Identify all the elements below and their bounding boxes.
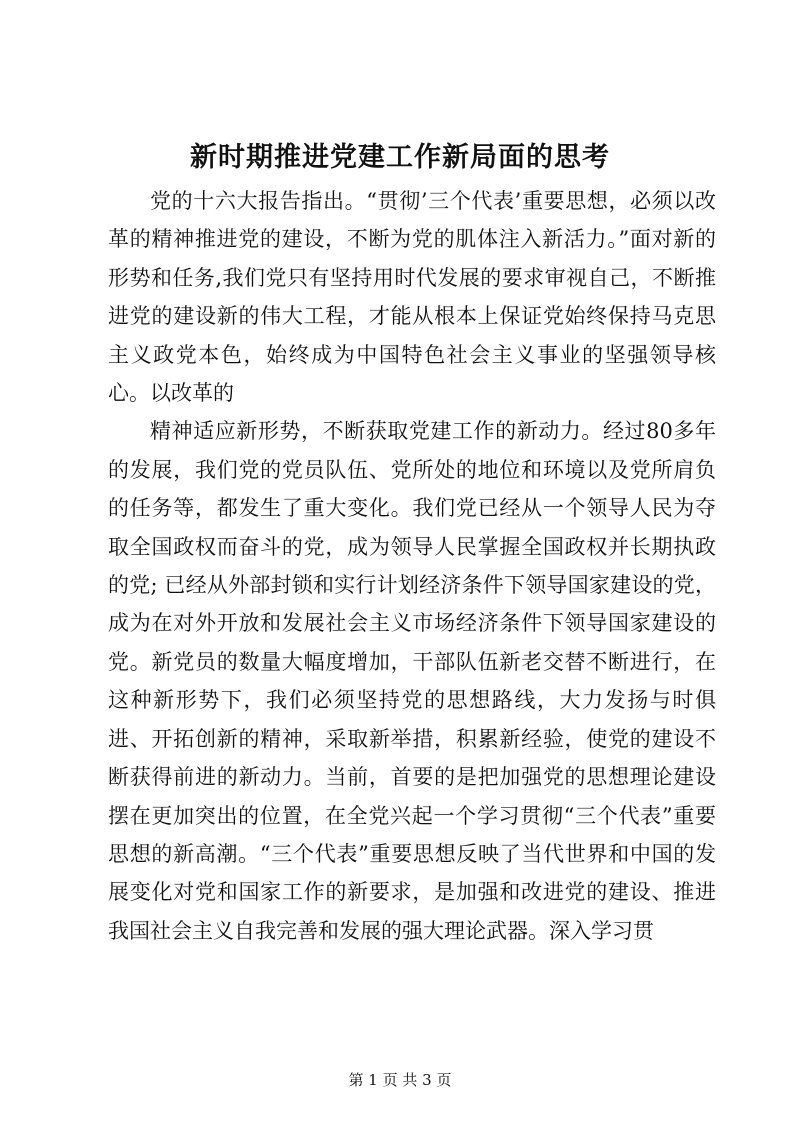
paragraph-1: 党的十六大报告指出。“贯彻’三个代表’重要思想，必须以改革的精神推进党的建设，不断为党的肌体注入新活力。”面对新的形势和任务,我们党只有坚持用时代发展的要求审视自己，不断推进党的建设新的伟大工程，才能从根本上保证党始终保持马克思主义政党本色，始终成为中国特色社会主义事业的坚强领导核心。以改革的	[108, 189, 716, 406]
paragraph-2: 精神适应新形势，不断获取党建工作的新动力。经过80多年的发展，我们党的党员队伍、党所处的地位和环境以及党所肩负的任务等，都发生了重大变化。我们党已经从一个领导人民为夺取全国政权而奋斗的党，成为领导人民掌握全国政权并长期执政的党; 已经从外部封锁和实行计划经济条件下领导国家建设的党，成为在对外开放和发展社会主义市场经济条件下领导国家建设的党。新党员的数量大幅度增加，干部队伍新老交替不断进行，在这种新形势下，我们必须坚持党的思想路线，大力发扬与时俱进、开拓创新的精神，采取新举措，积累新经验，使党的建设不断获得前进的新动力。当前，首要的是把加强党的思想理论建设摆在更加突出的位置，在全党兴起一个学习贯彻“三个代表”重要思想的新高潮。“三个代表”重要思想反映了当代世界和中国的发展变化对党和国家工作的新要求，是加强和改进党的建设、推进我国社会主义自我完善和发展的强大理论武器。深入学习贯	[108, 419, 716, 943]
document-body	[108, 182, 716, 950]
page-footer: 第 1 页 共 3 页	[348, 1071, 452, 1089]
document-title: 新时期推进党建工作新局面的思考	[190, 142, 610, 173]
